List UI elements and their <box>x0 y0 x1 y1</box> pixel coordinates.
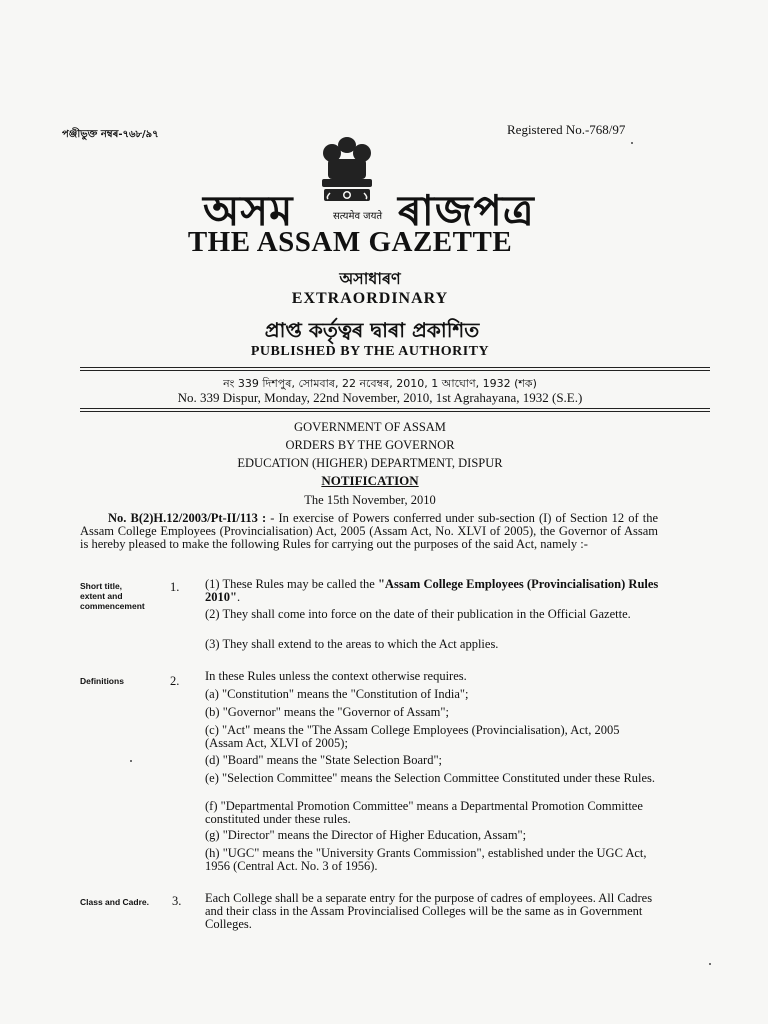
scan-speck <box>631 142 633 144</box>
definition-f: (f) "Departmental Promotion Committee" means a Departmental Promotion Committee constituted under these rules. <box>205 799 643 826</box>
rule-2-intro: In these Rules unless the context otherwise requires. <box>205 669 467 683</box>
orders-heading: ORDERS BY THE GOVERNOR <box>285 438 455 452</box>
assam-bengali-heading: অসম <box>203 186 294 235</box>
item-text: (1) These Rules may be called the <box>205 577 378 591</box>
divider-bottom-2 <box>80 411 710 412</box>
notification-date: The 15th November, 2010 <box>304 493 436 507</box>
rule-1-item-2: (2) They shall come into force on the date of their publication in the Official Gazette. <box>205 607 631 621</box>
divider-bottom-1 <box>80 408 710 409</box>
published-bengali: প্ৰাপ্ত কৰ্তৃত্বৰ দ্বাৰা প্ৰকাশিত <box>264 318 480 342</box>
notification-reference: No. B(2)H.12/2003/Pt-II/113 : <box>108 511 267 525</box>
side-heading-line: extent and <box>80 591 123 601</box>
rule-3-number: 3. <box>172 894 182 908</box>
intro-paragraph <box>80 512 658 551</box>
extraordinary-label: EXTRAORDINARY <box>291 290 449 307</box>
govt-heading: GOVERNMENT OF ASSAM <box>294 420 446 434</box>
registered-number-bengali: পঞ্জীভুক্ত নম্বৰ-৭৬৮/৯৭ <box>62 129 159 140</box>
rule-2-number: 2. <box>170 674 180 688</box>
national-emblem-icon <box>310 135 384 211</box>
rule-1-item-3: (3) They shall extend to the areas to which the Act applies. <box>205 637 499 651</box>
definition-h: (h) "UGC" means the "University Grants Commission", established under the UGC Act, 1956 (Central Act. No. 3 of 1956). <box>205 846 647 873</box>
scan-speck <box>709 963 711 965</box>
notification-heading: NOTIFICATION <box>321 473 419 488</box>
side-heading-line: commencement <box>80 601 145 611</box>
extraordinary-bengali: অসাধাৰণ <box>339 269 401 288</box>
department-heading: EDUCATION (HIGHER) DEPARTMENT, DISPUR <box>237 456 503 470</box>
definition-e: (e) "Selection Committee" means the Selection Committee Constituted under these Rules. <box>205 771 656 785</box>
rule-2-side-heading: Definitions <box>80 676 124 686</box>
rajpatra-bengali-heading: ৰাজপত্ৰ <box>398 186 535 235</box>
side-heading-line: Short title, <box>80 581 123 591</box>
rule-1-side-heading <box>80 581 145 611</box>
rule-1-number: 1. <box>170 580 180 594</box>
rule-1-item-1 <box>205 578 660 604</box>
issue-line-bengali: নং 339 দিশপুৰ, সোমবাৰ, 22 নবেম্বৰ, 2010, 1 আঘোণ, 1932 (শক) <box>223 377 537 390</box>
rule-3-side-heading: Class and Cadre. <box>80 897 149 907</box>
divider-top-1 <box>80 367 710 368</box>
gazette-title: THE ASSAM GAZETTE <box>187 226 513 258</box>
definition-c: (c) "Act" means the "The Assam College Employees (Provincialisation), Act, 2005 (Assam Act, XLVI of 2005); <box>205 723 620 750</box>
emblem-motto: सत्यमेव जयते <box>333 211 383 222</box>
item-text: . <box>236 590 241 604</box>
rule-3-text: Each College shall be a separate entry for the purpose of cadres of employees. All Cadres and their class in the Assam Provincialised Colleges will be the same as in Government Colleges. <box>205 891 653 931</box>
definition-d: (d) "Board" means the "State Selection Board"; <box>205 753 443 767</box>
intro-text: - In exercise of Powers conferred under sub-section (I) of Section 12 of the Assam College Employees (Provincialisation) Act, 2005 (Assam Act, No. XLVI of 2005), the Governor of Assam is hereby pleased to make the following Rules for carrying out the purposes of the said Act, namely :- <box>80 511 658 551</box>
rules-name: "Assam College Employees (Provincialisation) Rules 2010" <box>205 577 659 604</box>
issue-line: No. 339 Dispur, Monday, 22nd November, 2010, 1st Agrahayana, 1932 (S.E.) <box>177 390 583 405</box>
registered-number: Registered No.-768/97 <box>507 122 626 137</box>
definition-g: (g) "Director" means the Director of Higher Education, Assam"; <box>205 828 527 842</box>
scan-speck <box>130 760 132 762</box>
definition-b: (b) "Governor" means the "Governor of Assam"; <box>205 705 449 719</box>
divider-top-2 <box>80 370 710 371</box>
published-label: PUBLISHED BY THE AUTHORITY <box>250 344 490 359</box>
definition-a: (a) "Constitution" means the "Constitution of India"; <box>205 687 469 701</box>
